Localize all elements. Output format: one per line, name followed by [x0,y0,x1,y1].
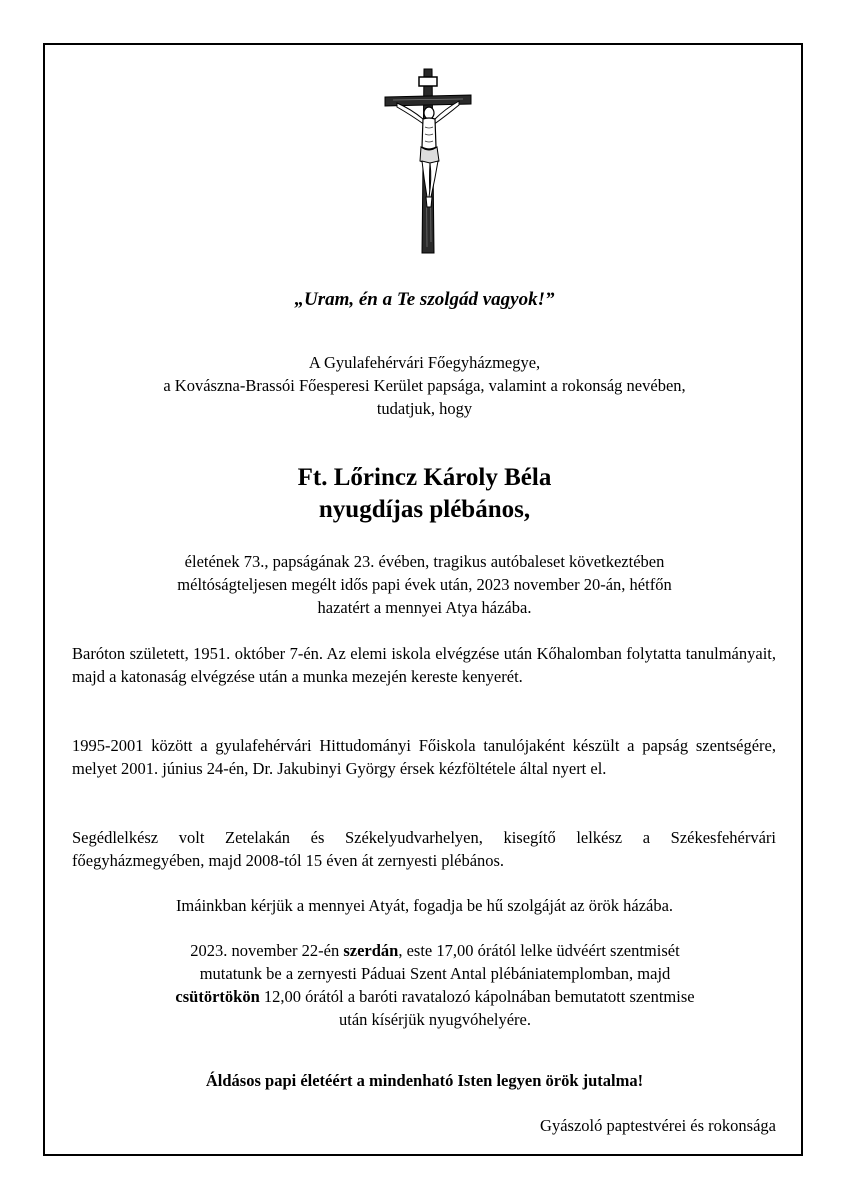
deceased-heading [60,462,789,526]
crucifix-icon [383,67,473,255]
deceased-title: nyugdíjas plébános, [318,496,531,523]
mass-line: után kísérjük nyugvóhelyére. [339,1010,531,1029]
death-line: hazatért a mennyei Atya házába. [317,598,532,617]
mass-line [110,985,760,1008]
blessing: Áldásos papi életéért a mindenható Isten legyen örök jutalma! [205,1071,644,1090]
mass-day-thursday: csütörtökön [175,987,260,1006]
biography-ordination: 1995-2001 között a gyulafehérvári Hittudományi Főiskola tanulójaként készült a papság szentségére, melyet 2001. június 24-én, Dr. Jakubinyi György érsek kézföltétele által nyert el. [72,736,776,778]
mass-text: , este 17,00 órától lelke üdvéért szentmisét [398,941,680,960]
intro-line: A Gyulafehérvári Főegyházmegye, [308,353,541,372]
death-line: méltóságteljesen megélt idős papi évek után, 2023 november 20-án, hétfőn [177,575,672,594]
mass-text: 12,00 órától a baróti ravatalozó kápolnában bemutatott szentmise [259,987,695,1006]
biography-service: Segédlelkész volt Zetelakán és Székelyudvarhelyen, kisegítő lelkész a Székesfehérvári főegyházmegyében, majd 2008-tól 15 éven át zernyesti plébános. [72,828,776,870]
biography-birth: Baróton született, 1951. október 7-én. Az elemi iskola elvégzése után Kőhalomban folytatta tanulmányait, majd a katonaság elvégzése után a munka mezején kereste kenyerét. [72,644,776,686]
intro-line: a Kovászna-Brassói Főesperesi Kerület papsága, valamint a rokonság nevében, [163,376,686,395]
announcement-intro [60,351,789,420]
quote: „Uram, én a Te szolgád vagyok!” [294,289,555,310]
death-line: életének 73., papságának 23. évében, tragikus autóbaleset következtében [184,552,665,571]
death-notice [60,550,789,619]
mass-schedule [110,939,760,1031]
mass-line [110,939,760,962]
mass-day-wednesday: szerdán [343,941,399,960]
mass-text: 2023. november 22-én [190,941,344,960]
intro-line: tudatjuk, hogy [376,399,473,418]
prayer: Imáinkban kérjük a mennyei Atyát, fogadja be hű szolgáját az örök házába. [175,896,674,915]
deceased-name: Ft. Lőrincz Károly Béla [297,464,552,491]
signature: Gyászoló paptestvérei és rokonsága [540,1116,776,1135]
mass-line: mutatunk be a zernyesti Páduai Szent Antal plébániatemplomban, majd [199,964,671,983]
